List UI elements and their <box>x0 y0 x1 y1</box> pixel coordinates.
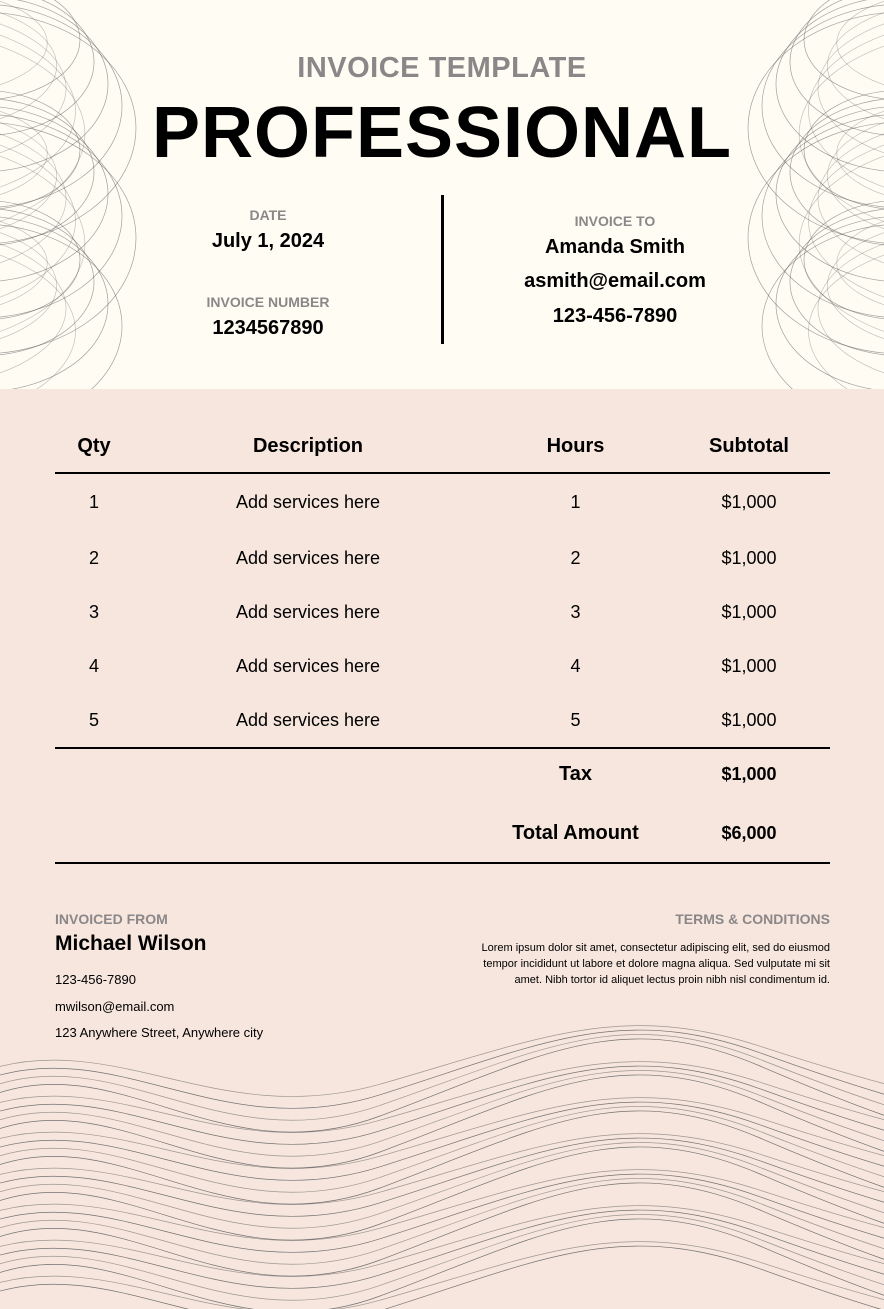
decorative-line <box>0 1102 884 1180</box>
services-table <box>55 420 830 749</box>
client-name: Amanda Smith <box>544 236 686 258</box>
invoice-number-value: 1234567890 <box>212 317 324 339</box>
decorative-line <box>790 208 884 356</box>
table-row <box>55 531 830 585</box>
table-header-row <box>55 420 830 473</box>
client-phone: 123-456-7890 <box>552 305 678 327</box>
row-description: Add services here <box>235 547 381 568</box>
invoice-title: PROFESSIONAL <box>151 93 733 173</box>
invoice-number-label: INVOICE NUMBER <box>206 294 330 310</box>
decorative-line <box>0 244 75 389</box>
row-subtotal: $1,000 <box>668 693 830 748</box>
column-header-subtotal: Subtotal <box>668 420 830 473</box>
decorative-waves-bottom <box>0 1049 884 1309</box>
row-subtotal: $1,000 <box>721 547 777 568</box>
sender-phone: 123-456-7890 <box>55 972 136 987</box>
table-row <box>55 473 830 531</box>
row-hours: 2 <box>570 547 581 568</box>
decorative-line <box>0 234 66 384</box>
total-amount-value: $6,000 <box>721 823 777 843</box>
decorative-line <box>837 212 884 314</box>
row-qty: 3 <box>88 601 99 622</box>
date-label: DATE <box>249 207 287 223</box>
table-row <box>55 693 830 748</box>
sender-address: 123 Anywhere Street, Anywhere city <box>55 1025 264 1040</box>
row-qty: 5 <box>55 693 133 748</box>
tax-value: $1,000 <box>721 764 777 784</box>
decorative-line <box>0 1138 884 1216</box>
decorative-line <box>0 1210 884 1288</box>
row-subtotal: $1,000 <box>721 601 777 622</box>
row-qty: 1 <box>88 492 99 512</box>
row-description: Add services here <box>133 693 483 748</box>
decorative-line <box>0 224 122 389</box>
row-hours: 5 <box>483 693 668 748</box>
row-qty: 2 <box>88 547 99 568</box>
row-hours: 4 <box>570 655 581 676</box>
column-header-hours: Hours <box>483 420 668 473</box>
decorative-line <box>0 1034 884 1120</box>
sender-email: mwilson@email.com <box>55 999 175 1014</box>
sender-name: Michael Wilson <box>55 932 207 955</box>
row-subtotal: $1,000 <box>721 655 777 676</box>
row-description: Add services here <box>235 601 381 622</box>
row-description: Add services here <box>235 492 381 512</box>
decorative-line <box>818 234 884 384</box>
decorative-line <box>0 208 94 356</box>
row-qty: 4 <box>88 655 99 676</box>
invoice-to-label: INVOICE TO <box>574 213 656 229</box>
decorative-line <box>809 244 884 389</box>
date-value: July 1, 2024 <box>211 230 325 252</box>
decorative-line <box>762 224 884 389</box>
invoiced-from-label: INVOICED FROM <box>55 911 168 927</box>
invoice-subtitle: INVOICE TEMPLATE <box>297 52 587 84</box>
row-hours: 3 <box>570 601 581 622</box>
header-section <box>0 0 884 389</box>
decorative-line <box>0 1066 884 1144</box>
decorative-line <box>0 223 57 349</box>
row-hours: 1 <box>570 492 581 512</box>
tax-label: Tax <box>559 763 592 785</box>
column-header-description: Description <box>133 420 483 473</box>
table-row <box>55 639 830 693</box>
terms-label: TERMS & CONDITIONS <box>675 911 830 927</box>
totals-rule <box>55 862 830 864</box>
decorative-line <box>0 212 47 314</box>
total-amount-label: Total Amount <box>512 822 639 844</box>
row-subtotal: $1,000 <box>721 492 777 512</box>
decorative-line <box>0 1174 884 1252</box>
row-description: Add services here <box>235 655 381 676</box>
column-header-qty: Qty <box>55 420 133 473</box>
decorative-line <box>0 1242 884 1309</box>
decorative-line <box>0 1030 884 1108</box>
table-row <box>55 585 830 639</box>
decorative-line <box>827 223 884 349</box>
client-email: asmith@email.com <box>524 270 706 292</box>
header-divider <box>441 195 444 344</box>
terms-text: Lorem ipsum dolor sit amet, consectetur adipiscing elit, sed do eiusmod tempor incididunt ut labore et dolore magna aliqua. Sed vulputate mi sit amet. Nibh tortor id aliquet lectus proin nibh nisl condimentum id. <box>481 942 830 986</box>
